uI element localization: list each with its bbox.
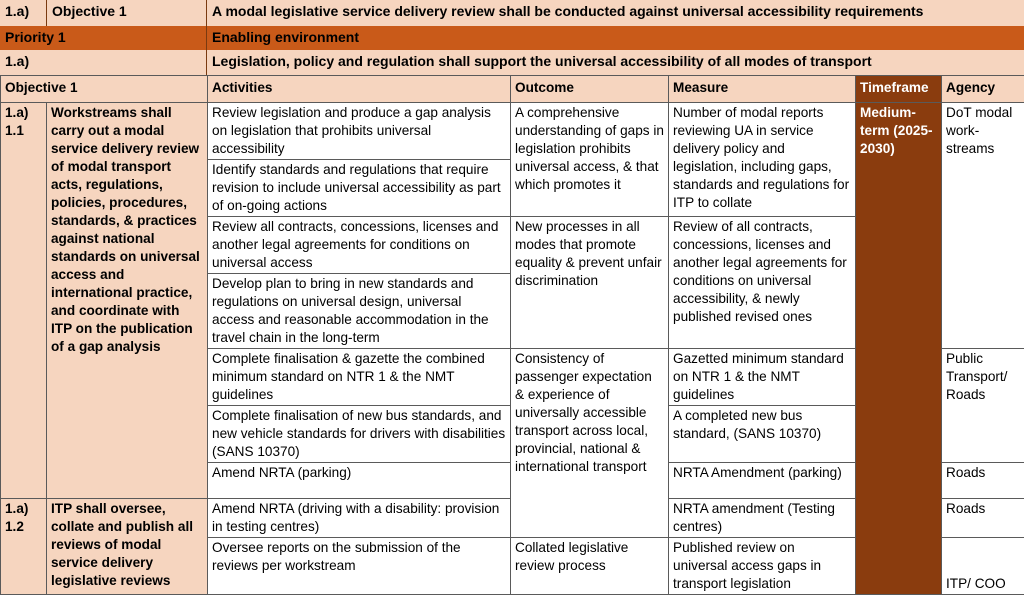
objective-code-cell: 1.a) 1.2 bbox=[1, 499, 47, 595]
priority-row bbox=[0, 26, 1024, 50]
sub-objective-text: Legislation, policy and regulation shall support the universal accessibility of all modes of transport bbox=[207, 50, 1024, 75]
measure-cell: NRTA Amendment (parking) bbox=[669, 463, 856, 499]
activity-cell: Review legislation and produce a gap analysis on legislation that prohibits universal accessibility bbox=[208, 103, 511, 160]
column-header-row bbox=[1, 76, 1024, 103]
column-header-agency: Agency bbox=[942, 76, 1024, 103]
column-header-timeframe: Timeframe bbox=[856, 76, 942, 103]
priority-label: Priority 1 bbox=[0, 26, 206, 50]
measure-cell: Number of modal reports reviewing UA in service delivery policy and legislation, including gaps, standards and regulations for ITP to collate bbox=[669, 103, 856, 217]
agency-cell: ITP/ COO bbox=[942, 538, 1024, 595]
activity-cell: Develop plan to bring in new standards and regulations on universal design, universal access and reasonable accommodation in the travel chain in the long-term bbox=[208, 274, 511, 349]
activity-cell: Review all contracts, concessions, licenses and another legal agreements for conditions on universal access bbox=[208, 217, 511, 274]
measure-cell: Review of all contracts, concessions, licenses and another legal agreements for conditions on universal accessibility, & newly published revised ones bbox=[669, 217, 856, 349]
measure-cell: Gazetted minimum standard on NTR 1 & the NMT guidelines bbox=[669, 349, 856, 406]
agency-cell: Public Transport/ Roads bbox=[942, 349, 1024, 463]
objective-text-cell: ITP shall oversee, collate and publish all reviews of modal service delivery legislative reviews bbox=[47, 499, 208, 595]
sub-objective-code: 1.a) bbox=[0, 50, 206, 75]
activity-cell: Identify standards and regulations that require revision to include universal accessibility as part of on-going actions bbox=[208, 160, 511, 217]
agency-cell: DoT modal work-streams bbox=[942, 103, 1024, 349]
sub-objective-row bbox=[0, 50, 1024, 75]
column-header-objective: Objective 1 bbox=[1, 76, 208, 103]
priority-text: Enabling environment bbox=[207, 26, 1024, 50]
agency-cell: Roads bbox=[942, 499, 1024, 538]
objective-title: A modal legislative service delivery review shall be conducted against universal accessibility requirements bbox=[207, 0, 1024, 26]
objective-text-cell: Workstreams shall carry out a modal service delivery review of modal transport acts, regulations, policies, procedures, standards, & practices against national standards on universal access and international practice, and coordinate with ITP on the publication of a gap analysis bbox=[47, 103, 208, 499]
column-header-outcome: Outcome bbox=[511, 76, 669, 103]
activity-cell: Amend NRTA (parking) bbox=[208, 463, 511, 499]
table-row bbox=[1, 103, 1024, 160]
measure-cell: A completed new bus standard, (SANS 10370) bbox=[669, 406, 856, 463]
agency-cell: Roads bbox=[942, 463, 1024, 499]
activity-cell: Complete finalisation & gazette the combined minimum standard on NTR 1 & the NMT guidelines bbox=[208, 349, 511, 406]
objective-code-cell: 1.a) 1.1 bbox=[1, 103, 47, 499]
objective-label: Objective 1 bbox=[47, 0, 206, 26]
column-header-activities: Activities bbox=[208, 76, 511, 103]
column-header-measure: Measure bbox=[669, 76, 856, 103]
objective-header-row bbox=[0, 0, 1024, 26]
activity-cell: Complete finalisation of new bus standards, and new vehicle standards for drivers with disabilities (SANS 10370) bbox=[208, 406, 511, 463]
outcome-cell: New processes in all modes that promote equality & prevent unfair discrimination bbox=[511, 217, 669, 349]
action-plan-table bbox=[0, 75, 1024, 595]
measure-cell: NRTA amendment (Testing centres) bbox=[669, 499, 856, 538]
activity-cell: Amend NRTA (driving with a disability: provision in testing centres) bbox=[208, 499, 511, 538]
timeframe-cell: Medium-term (2025-2030) bbox=[856, 103, 942, 595]
outcome-cell: Consistency of passenger expectation & experience of universally accessible transport across local, provincial, national & international transport bbox=[511, 349, 669, 538]
measure-cell: Published review on universal access gaps in transport legislation bbox=[669, 538, 856, 595]
outcome-cell: A comprehensive understanding of gaps in legislation prohibits universal access, & that which promotes it bbox=[511, 103, 669, 217]
outcome-cell: Collated legislative review process bbox=[511, 538, 669, 595]
objective-code: 1.a) bbox=[0, 0, 46, 26]
activity-cell: Oversee reports on the submission of the reviews per workstream bbox=[208, 538, 511, 595]
